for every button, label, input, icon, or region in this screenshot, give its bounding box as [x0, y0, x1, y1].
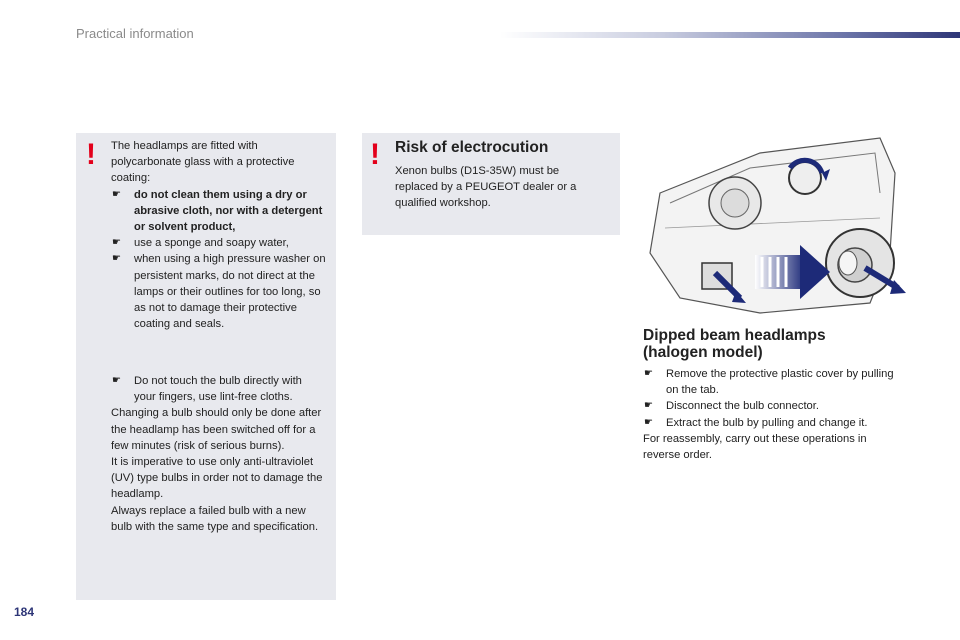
headlamp-care-text	[111, 138, 331, 332]
pointing-hand-icon: ☛	[112, 188, 121, 200]
pointing-hand-icon: ☛	[112, 253, 121, 265]
headlamp-intro: The headlamps are fitted with polycarbonate glass with a protective coating:	[111, 140, 295, 185]
pointing-hand-icon: ☛	[112, 237, 121, 249]
paragraph: Always replace a failed bulb with a new bulb with the same type and specification.	[111, 504, 319, 533]
bulb-handling-text	[111, 373, 326, 535]
warning-exclamation-icon: !	[370, 138, 380, 171]
page-number: 184	[14, 605, 35, 619]
paragraph: It is imperative to use only anti-ultraviolet (UV) type bulbs in order not to damage the headlamp.	[111, 456, 323, 501]
header-gradient-bar	[500, 32, 960, 38]
warning-exclamation-icon: !	[86, 138, 96, 171]
list-item: ☛ when using a high pressure washer on persistent marks, do not direct at the lamps or their outlines for too long, so as not to damage their protective coating and seals.	[111, 251, 331, 332]
list-item: ☛ Do not touch the bulb directly with your fingers, use lint-free cloths.	[111, 373, 326, 405]
headlamp-illustration	[640, 133, 910, 318]
list-item: ☛ Extract the bulb by pulling and change it.	[643, 415, 898, 431]
section-title: Practical information	[76, 26, 194, 41]
pointing-hand-icon: ☛	[644, 368, 653, 379]
dipped-beam-instructions	[643, 366, 898, 463]
list-item: ☛ do not clean them using a dry or abrasive cloth, nor with a detergent or solvent product,	[111, 187, 331, 236]
risk-text: Xenon bulbs (D1S-35W) must be replaced by a PEUGEOT dealer or a qualified workshop.	[395, 165, 577, 210]
list-item: ☛ use a sponge and soapy water,	[111, 235, 331, 251]
reassembly-note: For reassembly, carry out these operations in reverse order.	[643, 432, 867, 462]
list-item: ☛ Remove the protective plastic cover by pulling on the tab.	[643, 366, 898, 398]
pointing-hand-icon: ☛	[644, 400, 653, 412]
dipped-beam-title: Dipped beam headlamps (halogen model)	[643, 327, 826, 361]
risk-title: Risk of electrocution	[395, 139, 549, 156]
pointing-hand-icon: ☛	[644, 416, 653, 428]
paragraph: Changing a bulb should only be done after the headlamp has been switched off for a few minutes (risk of serious burns).	[111, 407, 322, 452]
pointing-hand-icon: ☛	[112, 375, 121, 386]
list-item: ☛ Disconnect the bulb connector.	[643, 398, 898, 414]
